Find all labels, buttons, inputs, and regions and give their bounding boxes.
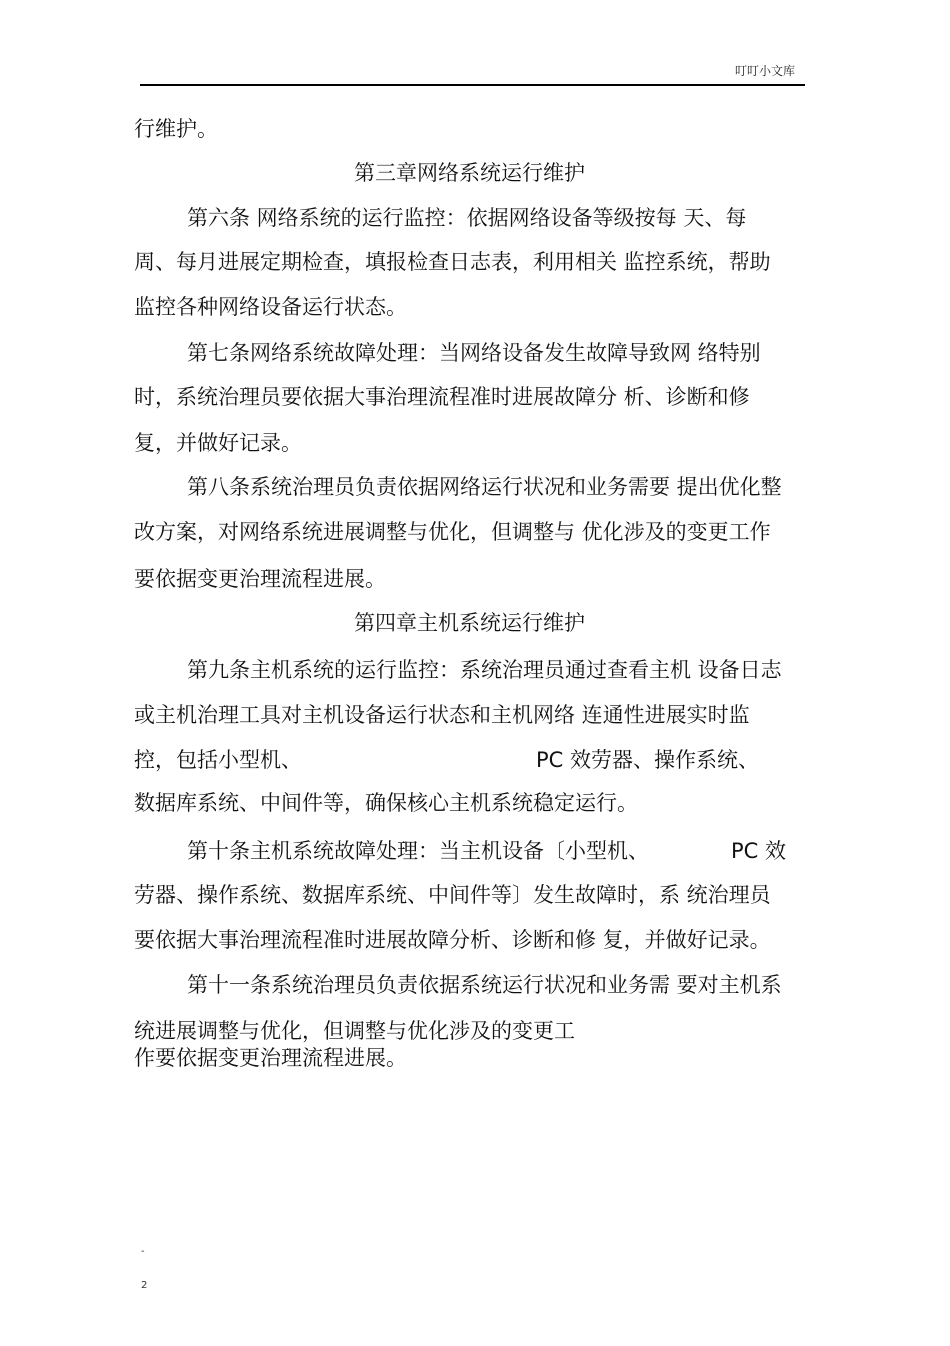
- header-rule: [140, 84, 805, 86]
- text-line: 时，系统治理员要依据大事治理流程准时进展故障分 析、诊断和修: [134, 385, 750, 409]
- chapter-heading: 第四章主机系统运行维护: [354, 611, 585, 635]
- text-line: 或主机治理工具对主机设备运行状态和主机网络 连通性进展实时监: [134, 703, 750, 727]
- header-site-name: 叮叮小文库: [735, 64, 796, 78]
- text-line: 复，并做好记录。: [134, 431, 302, 455]
- text-line: 要依据大事治理流程准时进展故障分析、诊断和修 复，并做好记录。: [134, 928, 771, 952]
- text-line: 监控各种网络设备运行状态。: [134, 295, 407, 319]
- text-line: 改方案，对网络系统进展调整与优化，但调整与 优化涉及的变更工作: [134, 520, 771, 544]
- text-line: 第九条主机系统的运行监控：系统治理员通过查看主机 设备日志: [187, 658, 782, 682]
- chapter-heading: 第三章网络系统运行维护: [354, 161, 585, 185]
- text-line: 劳器、操作系统、数据库系统、中间件等〕发生故障时，系 统治理员: [134, 883, 771, 907]
- text-line: 第七条网络系统故障处理：当网络设备发生故障导致网 络特别: [187, 341, 761, 365]
- text-line: 第十条主机系统故障处理：当主机设备〔小型机、: [187, 839, 649, 863]
- text-line-fragment: PC 效劳器、操作系统、: [536, 748, 760, 772]
- text-line: 第十一条系统治理员负责依据系统运行状况和业务需 要对主机系: [187, 973, 782, 997]
- text-line: 控，包括小型机、: [134, 748, 302, 772]
- text-line: 行维护。: [134, 117, 218, 141]
- text-line: 第八条系统治理员负责依据网络运行状况和业务需要 提出优化整: [187, 475, 782, 499]
- text-line: 作要依据变更治理流程进展。: [134, 1046, 407, 1070]
- text-line: 数据库系统、中间件等，确保核心主机系统稳定运行。: [134, 791, 638, 815]
- text-line: 第六条 网络系统的运行监控：依据网络设备等级按每 天、每: [187, 206, 747, 230]
- text-line: 要依据变更治理流程进展。: [134, 567, 386, 591]
- text-line: 周、每月进展定期检查，填报检查日志表，利用相关 监控系统，帮助: [134, 250, 771, 274]
- text-line-fragment: PC 效: [731, 839, 787, 863]
- footer-mark: -: [141, 1246, 145, 1257]
- page-number: 2: [141, 1280, 148, 1291]
- text-line: 统进展调整与优化，但调整与优化涉及的变更工: [134, 1019, 575, 1043]
